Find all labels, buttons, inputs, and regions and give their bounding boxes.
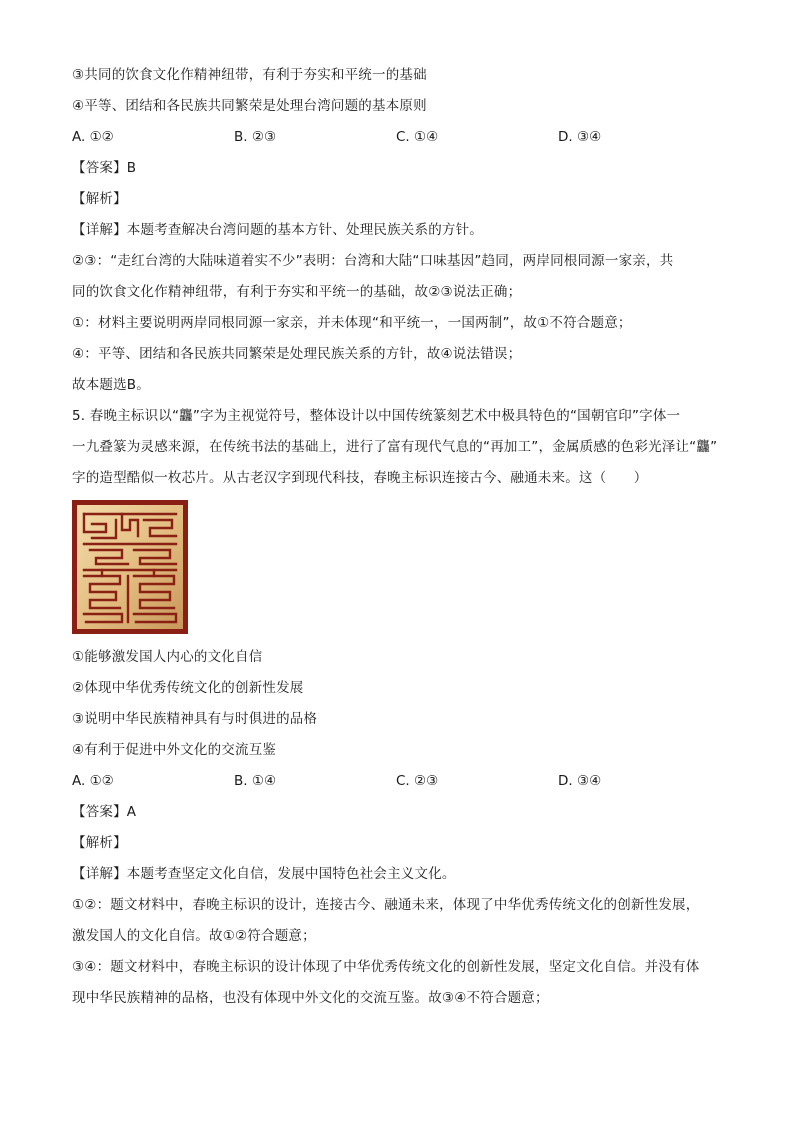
q4-statement-3: ③共同的饮食文化作精神纽带，有利于夯实和平统一的基础 bbox=[72, 67, 427, 83]
q4-answer: 【答案】B bbox=[72, 160, 137, 176]
q4-explanation-1a: ②③：“走红台湾的大陆味道着实不少”表明：台湾和大陆“口味基因”趋同，两岸同根同源一家亲，共 bbox=[72, 253, 674, 269]
q5-explanation-1b: 激发国人的文化自信。故①②符合题意； bbox=[72, 928, 316, 944]
q5-option-a: A. ①② bbox=[72, 773, 114, 789]
q5-explanation-2b: 现中华民族精神的品格，也没有体现中外文化的交流互鉴。故③④不符合题意； bbox=[72, 990, 549, 1006]
q5-statement-2: ②体现中华优秀传统文化的创新性发展 bbox=[72, 680, 304, 696]
q4-options bbox=[72, 128, 734, 146]
q5-stem-line-2: 一九叠篆为灵感来源，在传统书法的基础上，进行了富有现代气息的“再加工”，金属质感的色彩光泽让“龘” bbox=[72, 439, 718, 455]
q5-option-b: B. ①④ bbox=[234, 773, 277, 789]
q4-detail: 【详解】本题考查解决台湾问题的基本方针、处理民族关系的方针。 bbox=[72, 222, 483, 238]
q4-conclusion: 故本题选B。 bbox=[72, 377, 150, 393]
q5-statement-4: ④有利于促进中外文化的交流互鉴 bbox=[72, 742, 277, 758]
q5-statement-1: ①能够激发国人内心的文化自信 bbox=[72, 649, 263, 665]
q4-option-a: A. ①② bbox=[72, 129, 114, 145]
q5-option-d: D. ③④ bbox=[558, 773, 602, 789]
q4-option-b: B. ②③ bbox=[234, 129, 277, 145]
seal-logo-icon bbox=[72, 500, 188, 634]
q4-explanation-1b: 同的饮食文化作精神纽带，有利于夯实和平统一的基础，故②③说法正确； bbox=[72, 284, 522, 300]
q4-explanation-3: ④：平等、团结和各民族共同繁荣是处理民族关系的方针，故④说法错误； bbox=[72, 346, 522, 362]
q5-options bbox=[72, 772, 734, 790]
q5-analysis-label: 【解析】 bbox=[72, 835, 127, 851]
q5-stem-line-1: 5. 春晚主标识以“龘”字为主视觉符号，整体设计以中国传统篆刻艺术中极具特色的“国朝官印”字体一 bbox=[72, 408, 681, 424]
q5-detail: 【详解】本题考查坚定文化自信，发展中国特色社会主义文化。 bbox=[72, 866, 456, 882]
q5-explanation-1a: ①②：题文材料中，春晚主标识的设计，连接古今、融通未来，体现了中华优秀传统文化的创新性发展， bbox=[72, 897, 700, 913]
q5-statement-3: ③说明中华民族精神具有与时俱进的品格 bbox=[72, 711, 318, 727]
q4-statement-4: ④平等、团结和各民族共同繁荣是处理台湾问题的基本原则 bbox=[72, 98, 427, 114]
q4-option-c: C. ①④ bbox=[396, 129, 439, 145]
q5-explanation-2a: ③④：题文材料中，春晚主标识的设计体现了中华优秀传统文化的创新性发展，坚定文化自信。并没有体 bbox=[72, 959, 700, 975]
q5-answer: 【答案】A bbox=[72, 804, 137, 820]
q4-explanation-2: ①：材料主要说明两岸同根同源一家亲，并未体现“和平统一，一国两制”，故①不符合题意； bbox=[72, 315, 632, 331]
q4-option-d: D. ③④ bbox=[558, 129, 602, 145]
q5-option-c: C. ②③ bbox=[396, 773, 439, 789]
seal-logo-image bbox=[72, 500, 188, 634]
q5-stem-line-3: 字的造型酷似一枚芯片。从古老汉字到现代科技，春晚主标识连接古今、融通未来。这（ ） bbox=[72, 470, 648, 486]
q4-analysis-label: 【解析】 bbox=[72, 191, 127, 207]
